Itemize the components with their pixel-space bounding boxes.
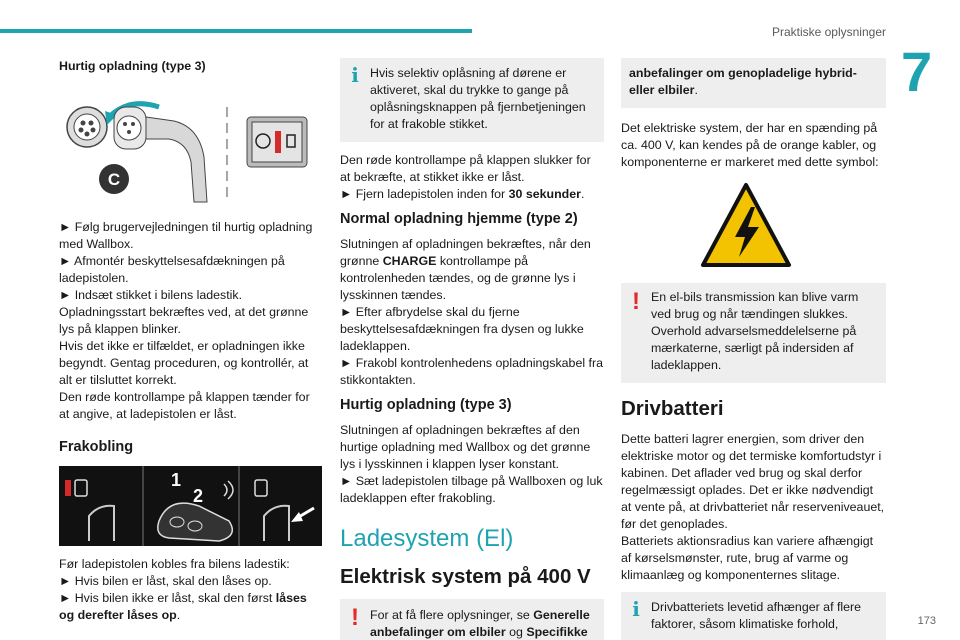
section-title: Praktiske oplysninger xyxy=(771,25,886,39)
key-fob-icon xyxy=(59,466,322,546)
key-number-2: 2 xyxy=(193,486,204,506)
page-number: 173 xyxy=(917,615,936,627)
heading-ladesystem: Ladesystem (El) xyxy=(340,525,514,552)
header-accent-bar xyxy=(0,29,472,33)
p-normal-3: ► Frakobl kontrolenhedens opladningskabel fra stikkontakten. xyxy=(340,356,603,387)
p-remove-gun: ► Fjern ladepistolen inden for 30 sekunder. xyxy=(340,187,585,201)
key-number-1: 1 xyxy=(171,470,182,490)
p-battery-1: Dette batteri lagrer energien, som driver den elektriske motor og det termiske komfortudstyr i kabinen. Det aflader ved brug og skal derfor regelmæssigt oplades. Det er ikke nødvendigt at vente på, at drivbatteriet når reserveniveauet, før det genoplades. xyxy=(621,432,885,531)
heading-frakobling: Frakobling xyxy=(59,439,134,455)
column-2 xyxy=(340,58,604,640)
column-3 xyxy=(621,58,886,640)
warning-icon: ! xyxy=(351,604,359,631)
info-box-selective-unlock: i Hvis selektiv oplåsning af dørene er aktiveret, skal du trykke to gange på oplåsningsknappen på fjernbetjeningen for at frakoble stikket. xyxy=(340,58,604,142)
heading-elektrisk-system: Elektrisk system på 400 V xyxy=(340,565,591,588)
frak-text-2: ► Hvis bilen er låst, skal den låses op. xyxy=(59,574,272,588)
p-normal-2: ► Efter afbrydelse skal du fjerne beskyttelsesafdækningen fra dysen og lukke ladeklappen. xyxy=(340,305,584,353)
continued-box-header: anbefalinger om genopladelige hybrid- eller elbiler. xyxy=(621,58,886,108)
label-c: C xyxy=(107,170,121,189)
step-5: Hvis det ikke er tilfældet, er opladningen ikke begyndt. Gentag proceduren, og kontrollér, at alt er tilsluttet korrekt. xyxy=(59,339,309,387)
p-fast-2: ► Sæt ladepistolen tilbage på Wallboxen og luk ladeklappen efter frakobling. xyxy=(340,474,603,505)
info-icon: i xyxy=(351,63,359,87)
frak-text-1: Før ladepistolen kobles fra bilens ladestik: xyxy=(59,557,290,571)
plug-socket-icon xyxy=(59,87,322,209)
heading-normal-charging: Normal opladning hjemme (type 2) xyxy=(340,211,578,227)
charging-plug-illustration xyxy=(59,87,322,209)
warning-icon: ! xyxy=(632,288,640,315)
disconnect-illustration xyxy=(59,466,322,546)
step-3: ► Indsæt stikket i bilens ladestik. xyxy=(59,288,243,302)
heading-hurtig-opladning: Hurtig opladning (type 3) xyxy=(59,59,206,73)
step-2: ► Afmontér beskyttelsesafdækningen på ladepistolen. xyxy=(59,254,285,285)
frak-text-3: ► Hvis bilen ikke er låst, skal den først låses og derefter låses op. xyxy=(59,591,307,622)
info-icon: i xyxy=(632,597,640,621)
chapter-number: 7 xyxy=(901,40,933,103)
info-box-battery-lifetime: i Drivbatteriets levetid afhænger af flere faktorer, såsom klimatiske forhold, xyxy=(621,592,886,640)
p-red-lamp: Den røde kontrollampe på klappen slukker for at bekræfte, at stikket ikke er låst. xyxy=(340,153,591,184)
high-voltage-symbol xyxy=(621,181,884,271)
p-400v-system: Det elektriske system, der har en spænding på ca. 400 V, kan kendes på de orange kabler, og komponenterne er markeret med dette symbol: xyxy=(621,121,879,169)
warning-box-more-info: ! For at få flere oplysninger, se Generelle anbefalinger om elbiler og Specifikke xyxy=(340,599,604,640)
heading-fast-charging: Hurtig opladning (type 3) xyxy=(340,397,512,413)
step-1: ► Følg brugervejledningen til hurtig opladning med Wallbox. xyxy=(59,220,313,251)
heading-drivbatteri: Drivbatteri xyxy=(621,397,724,420)
step-4: Opladningsstart bekræftes ved, at det grønne lys på klappen blinker. xyxy=(59,305,309,336)
p-normal-1: Slutningen af opladningen bekræftes, når den grønne CHARGE kontrollampe på kontrolenheden tændes, og de grønne lys i lysskinnen tændes. xyxy=(340,237,591,302)
step-6: Den røde kontrollampe på klappen tænder for at angive, at ladepistolen er låst. xyxy=(59,390,310,421)
warning-box-transmission: ! En el-bils transmission kan blive varm ved brug og når tændingen slukkes. Overhold advarselsmeddelelserne på mærkaterne, særligt på indersiden af ladeklappen. xyxy=(621,283,886,383)
p-battery-2: Batteriets aktionsradius kan variere afhængigt af kørselsmønster, rute, brug af varme og klimaanlæg og komponenternes slitage. xyxy=(621,534,874,582)
high-voltage-icon xyxy=(621,181,886,271)
p-fast-1: Slutningen af opladningen bekræftes af den hurtige opladning med Wallbox og det grønne lys i lysskinnen i klappen lyser konstant. xyxy=(340,423,591,471)
column-1 xyxy=(59,58,322,624)
